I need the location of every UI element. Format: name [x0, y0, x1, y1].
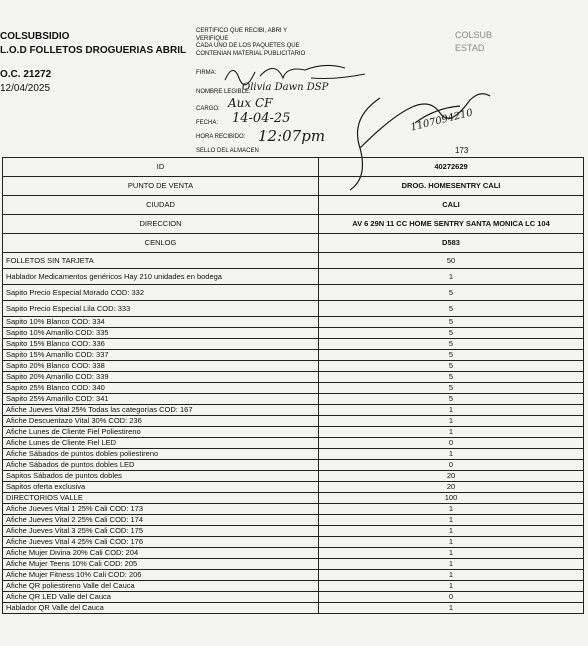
- document-title: L.O.D FOLLETOS DROGUERIAS ABRIL: [0, 45, 187, 56]
- item-row: [3, 372, 584, 383]
- info-value: 40272629: [319, 158, 584, 177]
- item-row: [3, 383, 584, 394]
- item-quantity: 1: [319, 449, 584, 460]
- item-row: [3, 537, 584, 548]
- item-name: Afiche Jueves Vital 1 25% Cali COD: 173: [3, 504, 319, 515]
- faded-mark-2: ESTAD: [455, 43, 485, 53]
- cargo-label: CARGO:: [196, 106, 220, 112]
- item-name: Sapito Precio Especial Lila COD: 333: [3, 301, 319, 317]
- item-name: Afiche Jueves Vital 2 25% Cali COD: 174: [3, 515, 319, 526]
- fecha-value: 14-04-25: [232, 111, 291, 126]
- item-name: Afiche Sábados de puntos dobles poliestireno: [3, 449, 319, 460]
- certification-line-3: CADA UNO DE LOS PAQUETES QUE: [196, 43, 300, 49]
- info-row: [3, 196, 584, 215]
- item-name: Afiche QR poliestireno Valle del Cauca: [3, 581, 319, 592]
- item-row: [3, 416, 584, 427]
- hora-label: HORA RECIBIDO:: [196, 134, 246, 140]
- item-name: FOLLETOS SIN TARJETA: [3, 253, 319, 269]
- item-name: Sapito 20% Amarillo COD: 339: [3, 372, 319, 383]
- item-quantity: 20: [319, 471, 584, 482]
- item-row: [3, 515, 584, 526]
- item-name: Sapitos Sábados de puntos dobles: [3, 471, 319, 482]
- item-row: [3, 449, 584, 460]
- item-quantity: 1: [319, 548, 584, 559]
- item-name: Sapito 15% Blanco COD: 336: [3, 339, 319, 350]
- info-value: CALI: [319, 196, 584, 215]
- item-row: [3, 438, 584, 449]
- item-row: [3, 361, 584, 372]
- item-row: [3, 350, 584, 361]
- item-name: Sapito 25% Blanco COD: 340: [3, 383, 319, 394]
- item-quantity: 5: [319, 317, 584, 328]
- item-quantity: 5: [319, 339, 584, 350]
- item-row: [3, 482, 584, 493]
- item-name: Sapito 25% Amarillo COD: 341: [3, 394, 319, 405]
- item-row: [3, 581, 584, 592]
- item-quantity: 1: [319, 526, 584, 537]
- item-name: Afiche QR LED Valle del Cauca: [3, 592, 319, 603]
- info-label: CENLOG: [3, 234, 319, 253]
- nombre-label: NOMBRE LEGIBLE:: [196, 89, 251, 95]
- info-row: [3, 215, 584, 234]
- order-number: O.C. 21272: [0, 69, 52, 80]
- item-quantity: 0: [319, 438, 584, 449]
- sello-label: SELLO DEL ALMACEN: [196, 148, 259, 154]
- item-row: [3, 339, 584, 350]
- item-row: [3, 603, 584, 614]
- item-name: Afiche Descuentazo Vital 30% COD: 236: [3, 416, 319, 427]
- item-name: Sapito 15% Amarillo COD: 337: [3, 350, 319, 361]
- info-row: [3, 158, 584, 177]
- faded-mark-1: COLSUB: [455, 30, 493, 40]
- item-row: [3, 493, 584, 504]
- item-quantity: 5: [319, 301, 584, 317]
- item-quantity: 1: [319, 405, 584, 416]
- item-row: [3, 285, 584, 301]
- item-name: Afiche Lunes de Cliente Fiel Poliestireno: [3, 427, 319, 438]
- company-name: COLSUBSIDIO: [0, 31, 70, 42]
- item-quantity: 50: [319, 253, 584, 269]
- item-row: [3, 317, 584, 328]
- item-row: [3, 328, 584, 339]
- item-quantity: 5: [319, 383, 584, 394]
- item-quantity: 5: [319, 394, 584, 405]
- info-label: PUNTO DE VENTA: [3, 177, 319, 196]
- item-name: Hablador Medicamentos genéricos Hay 210 unidades en bodega: [3, 269, 319, 285]
- item-quantity: 1: [319, 515, 584, 526]
- info-value: D583: [319, 234, 584, 253]
- delivery-table: [2, 157, 584, 614]
- faded-marks: [455, 30, 492, 54]
- item-name: Sapitos oferta exclusiva: [3, 482, 319, 493]
- certification-line-4: CONTENIAN MATERIAL PUBLICITARIO: [196, 50, 306, 57]
- item-quantity: 1: [319, 570, 584, 581]
- item-name: Afiche Sábados de puntos dobles LED: [3, 460, 319, 471]
- info-row: [3, 177, 584, 196]
- item-name: DIRECTORIOS VALLE: [3, 493, 319, 504]
- item-quantity: 1: [319, 427, 584, 438]
- item-name: Afiche Jueves Vital 3 25% Cali COD: 175: [3, 526, 319, 537]
- certification-line-1: CERTIFICO QUE RECIBI, ABRI Y: [196, 28, 288, 34]
- item-row: [3, 460, 584, 471]
- cargo-value: Aux CF: [228, 96, 273, 110]
- certification-line-2: VERIFIQUE: [196, 35, 229, 42]
- item-row: [3, 526, 584, 537]
- item-name: Sapito Precio Especial Morado COD: 332: [3, 285, 319, 301]
- item-quantity: 0: [319, 592, 584, 603]
- item-quantity: 5: [319, 350, 584, 361]
- document-header: [0, 30, 186, 96]
- item-name: Afiche Lunes de Cliente Fiel LED: [3, 438, 319, 449]
- firma-label: FIRMA:: [196, 70, 217, 76]
- info-label: DIRECCION: [3, 215, 319, 234]
- item-quantity: 20: [319, 482, 584, 493]
- item-name: Sapito 10% Blanco COD: 334: [3, 317, 319, 328]
- item-quantity: 1: [319, 504, 584, 515]
- item-name: Afiche Jueves Vital 25% Todas las categorías COD: 167: [3, 405, 319, 416]
- item-row: [3, 559, 584, 570]
- batch-number: 173: [455, 146, 469, 155]
- item-row: [3, 592, 584, 603]
- signature-note: 1107094210: [409, 107, 475, 134]
- item-name: Sapito 10% Amarillo COD: 335: [3, 328, 319, 339]
- item-quantity: 1: [319, 416, 584, 427]
- item-row: [3, 570, 584, 581]
- item-quantity: 100: [319, 493, 584, 504]
- item-name: Afiche Mujer Fitness 10% Cali COD: 206: [3, 570, 319, 581]
- item-row: [3, 548, 584, 559]
- document-date: 12/04/2025: [0, 83, 51, 94]
- item-quantity: 1: [319, 537, 584, 548]
- item-quantity: 1: [319, 581, 584, 592]
- item-quantity: 1: [319, 269, 584, 285]
- item-quantity: 0: [319, 460, 584, 471]
- item-quantity: 1: [319, 603, 584, 614]
- info-value: DROG. HOMESENTRY CALI: [319, 177, 584, 196]
- item-name: Afiche Mujer Divina 20% Cali COD: 204: [3, 548, 319, 559]
- item-quantity: 5: [319, 285, 584, 301]
- fecha-label: FECHA:: [196, 120, 219, 126]
- item-quantity: 1: [319, 559, 584, 570]
- item-name: Afiche Jueves Vital 4 25% Cali COD: 176: [3, 537, 319, 548]
- nombre-value: Olivia Dawn DSP: [242, 82, 329, 93]
- info-value: AV 6 29N 11 CC HOME SENTRY SANTA MONICA LC 104: [319, 215, 584, 234]
- item-quantity: 5: [319, 372, 584, 383]
- item-row: [3, 269, 584, 285]
- item-row: [3, 253, 584, 269]
- info-label: ID: [3, 158, 319, 177]
- item-quantity: 5: [319, 361, 584, 372]
- item-name: Hablador QR Valle del Cauca: [3, 603, 319, 614]
- info-label: CIUDAD: [3, 196, 319, 215]
- item-row: [3, 405, 584, 416]
- item-row: [3, 301, 584, 317]
- item-quantity: 5: [319, 328, 584, 339]
- hora-value: 12:07pm: [258, 127, 326, 145]
- item-row: [3, 504, 584, 515]
- info-row: [3, 234, 584, 253]
- item-name: Sapito 20% Blanco COD: 338: [3, 361, 319, 372]
- item-row: [3, 471, 584, 482]
- item-name: Afiche Mujer Teens 10% Cali COD: 205: [3, 559, 319, 570]
- item-row: [3, 427, 584, 438]
- item-row: [3, 394, 584, 405]
